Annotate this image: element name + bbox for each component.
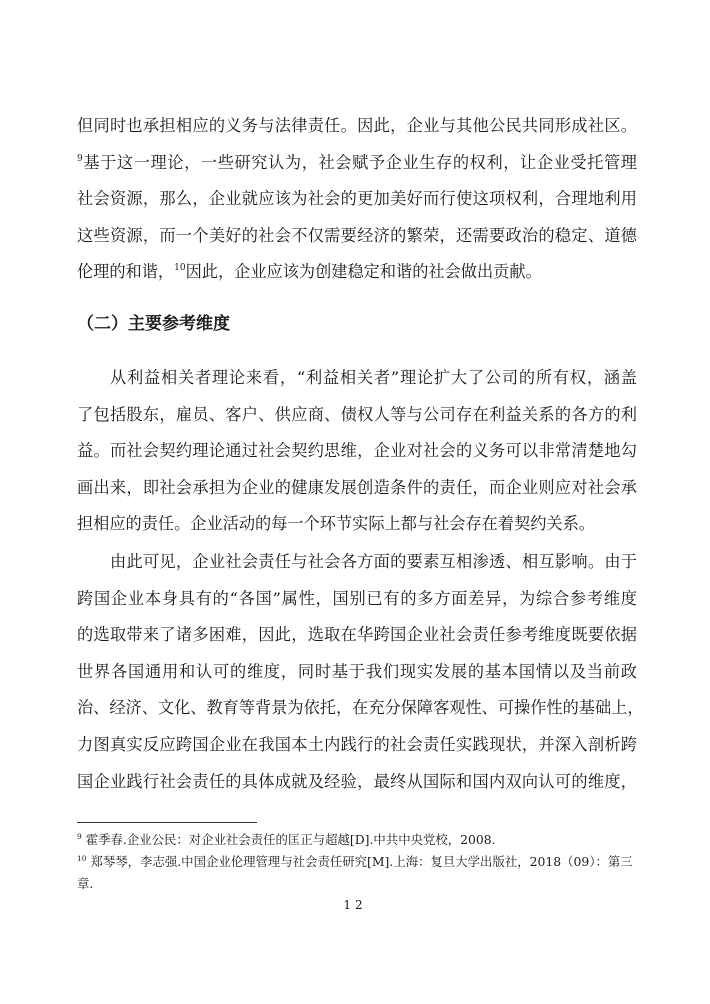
footnote-10: [77, 851, 637, 895]
text-line: 从利益相关者理论来看，“利益相关者”理论扩大了公司的所有权，涵盖: [110, 368, 637, 387]
text-line: 社会资源，那么，企业就应该为社会的更加美好而行使这项权利，合理地利用: [77, 189, 637, 209]
footnote-text: 郑琴琴，李志强.中国企业伦理管理与社会责任研究[M].上海：复旦大学出版社，2018（09）：第三: [90, 854, 633, 869]
text-line: 由此可见，企业社会责任与社会各方面的要素互相渗透、相互影响。由于: [110, 552, 637, 571]
paragraph-stakeholder-theory: [77, 360, 637, 543]
text-line: 益。而社会契约理论通过社会契约思维，企业对社会的义务可以非常清楚地勾: [77, 441, 637, 461]
footnote-number: 9: [77, 832, 82, 841]
text-line: 伦理的和谐，$^{10}$因此，企业应该为创建稳定和谐的社会做出贡献。: [77, 262, 542, 282]
text-line: 担相应的责任。企业活动的每一个环节实际上都与社会存在着契约关系。: [77, 514, 595, 534]
footnote-ref-9[interactable]: 9: [77, 153, 83, 164]
text-line: 的选取带来了诸多困难，因此，选取在华跨国企业社会责任参考维度既要依据: [77, 625, 637, 645]
page-number: 12: [343, 898, 367, 912]
text-line: 治、经济、文化、教育等背景为依托，在充分保障客观性、可操作性的基础上，: [77, 698, 644, 718]
text-line: 了包括股东，雇员、客户、供应商、债权人等与公司存在利益关系的各方的利: [77, 404, 637, 424]
footnote-number: 10: [77, 854, 87, 863]
paragraph-reference-dimensions: [77, 544, 644, 800]
footnote-9: [77, 829, 637, 851]
footnote-text: 霍季春.企业公民：对企业社会责任的匡正与超越[D].中共中央党校，2008.: [85, 832, 496, 847]
text-line: 画出来，即社会承担为企业的健康发展创造条件的责任，而企业则应对社会承: [77, 477, 637, 497]
footnote-divider: [77, 822, 257, 823]
text-line: 跨国企业本身具有的“各国”属性，国别已有的多方面差异，为综合参考维度: [77, 588, 637, 608]
text-line: 国企业践行社会责任的具体成就及经验，最终从国际和国内双向认可的维度，: [77, 771, 637, 791]
text-line: 但同时也承担相应的义务与法律责任。因此，企业与其他公民共同形成社区。: [77, 116, 637, 135]
paragraph-csr-theory: [77, 108, 637, 291]
text-line: 这些资源，而一个美好的社会不仅需要经济的繁荣，还需要政治的稳定、道德: [77, 225, 637, 245]
text-line: 力图真实反应跨国企业在我国本土内践行的社会责任实践现状，并深入剖析跨: [77, 734, 637, 754]
text-line: $^9$基于这一理论，一些研究认为，社会赋予企业生存的权利，让企业受托管理: [77, 152, 637, 172]
text-line: 世界各国通用和认可的维度，同时基于我们现实发展的基本国情以及当前政: [77, 661, 637, 681]
footnote-text-continuation: 章.: [77, 876, 94, 891]
footnote-ref-10[interactable]: 10: [174, 263, 186, 274]
section-heading: （二）主要参考维度: [77, 314, 230, 334]
